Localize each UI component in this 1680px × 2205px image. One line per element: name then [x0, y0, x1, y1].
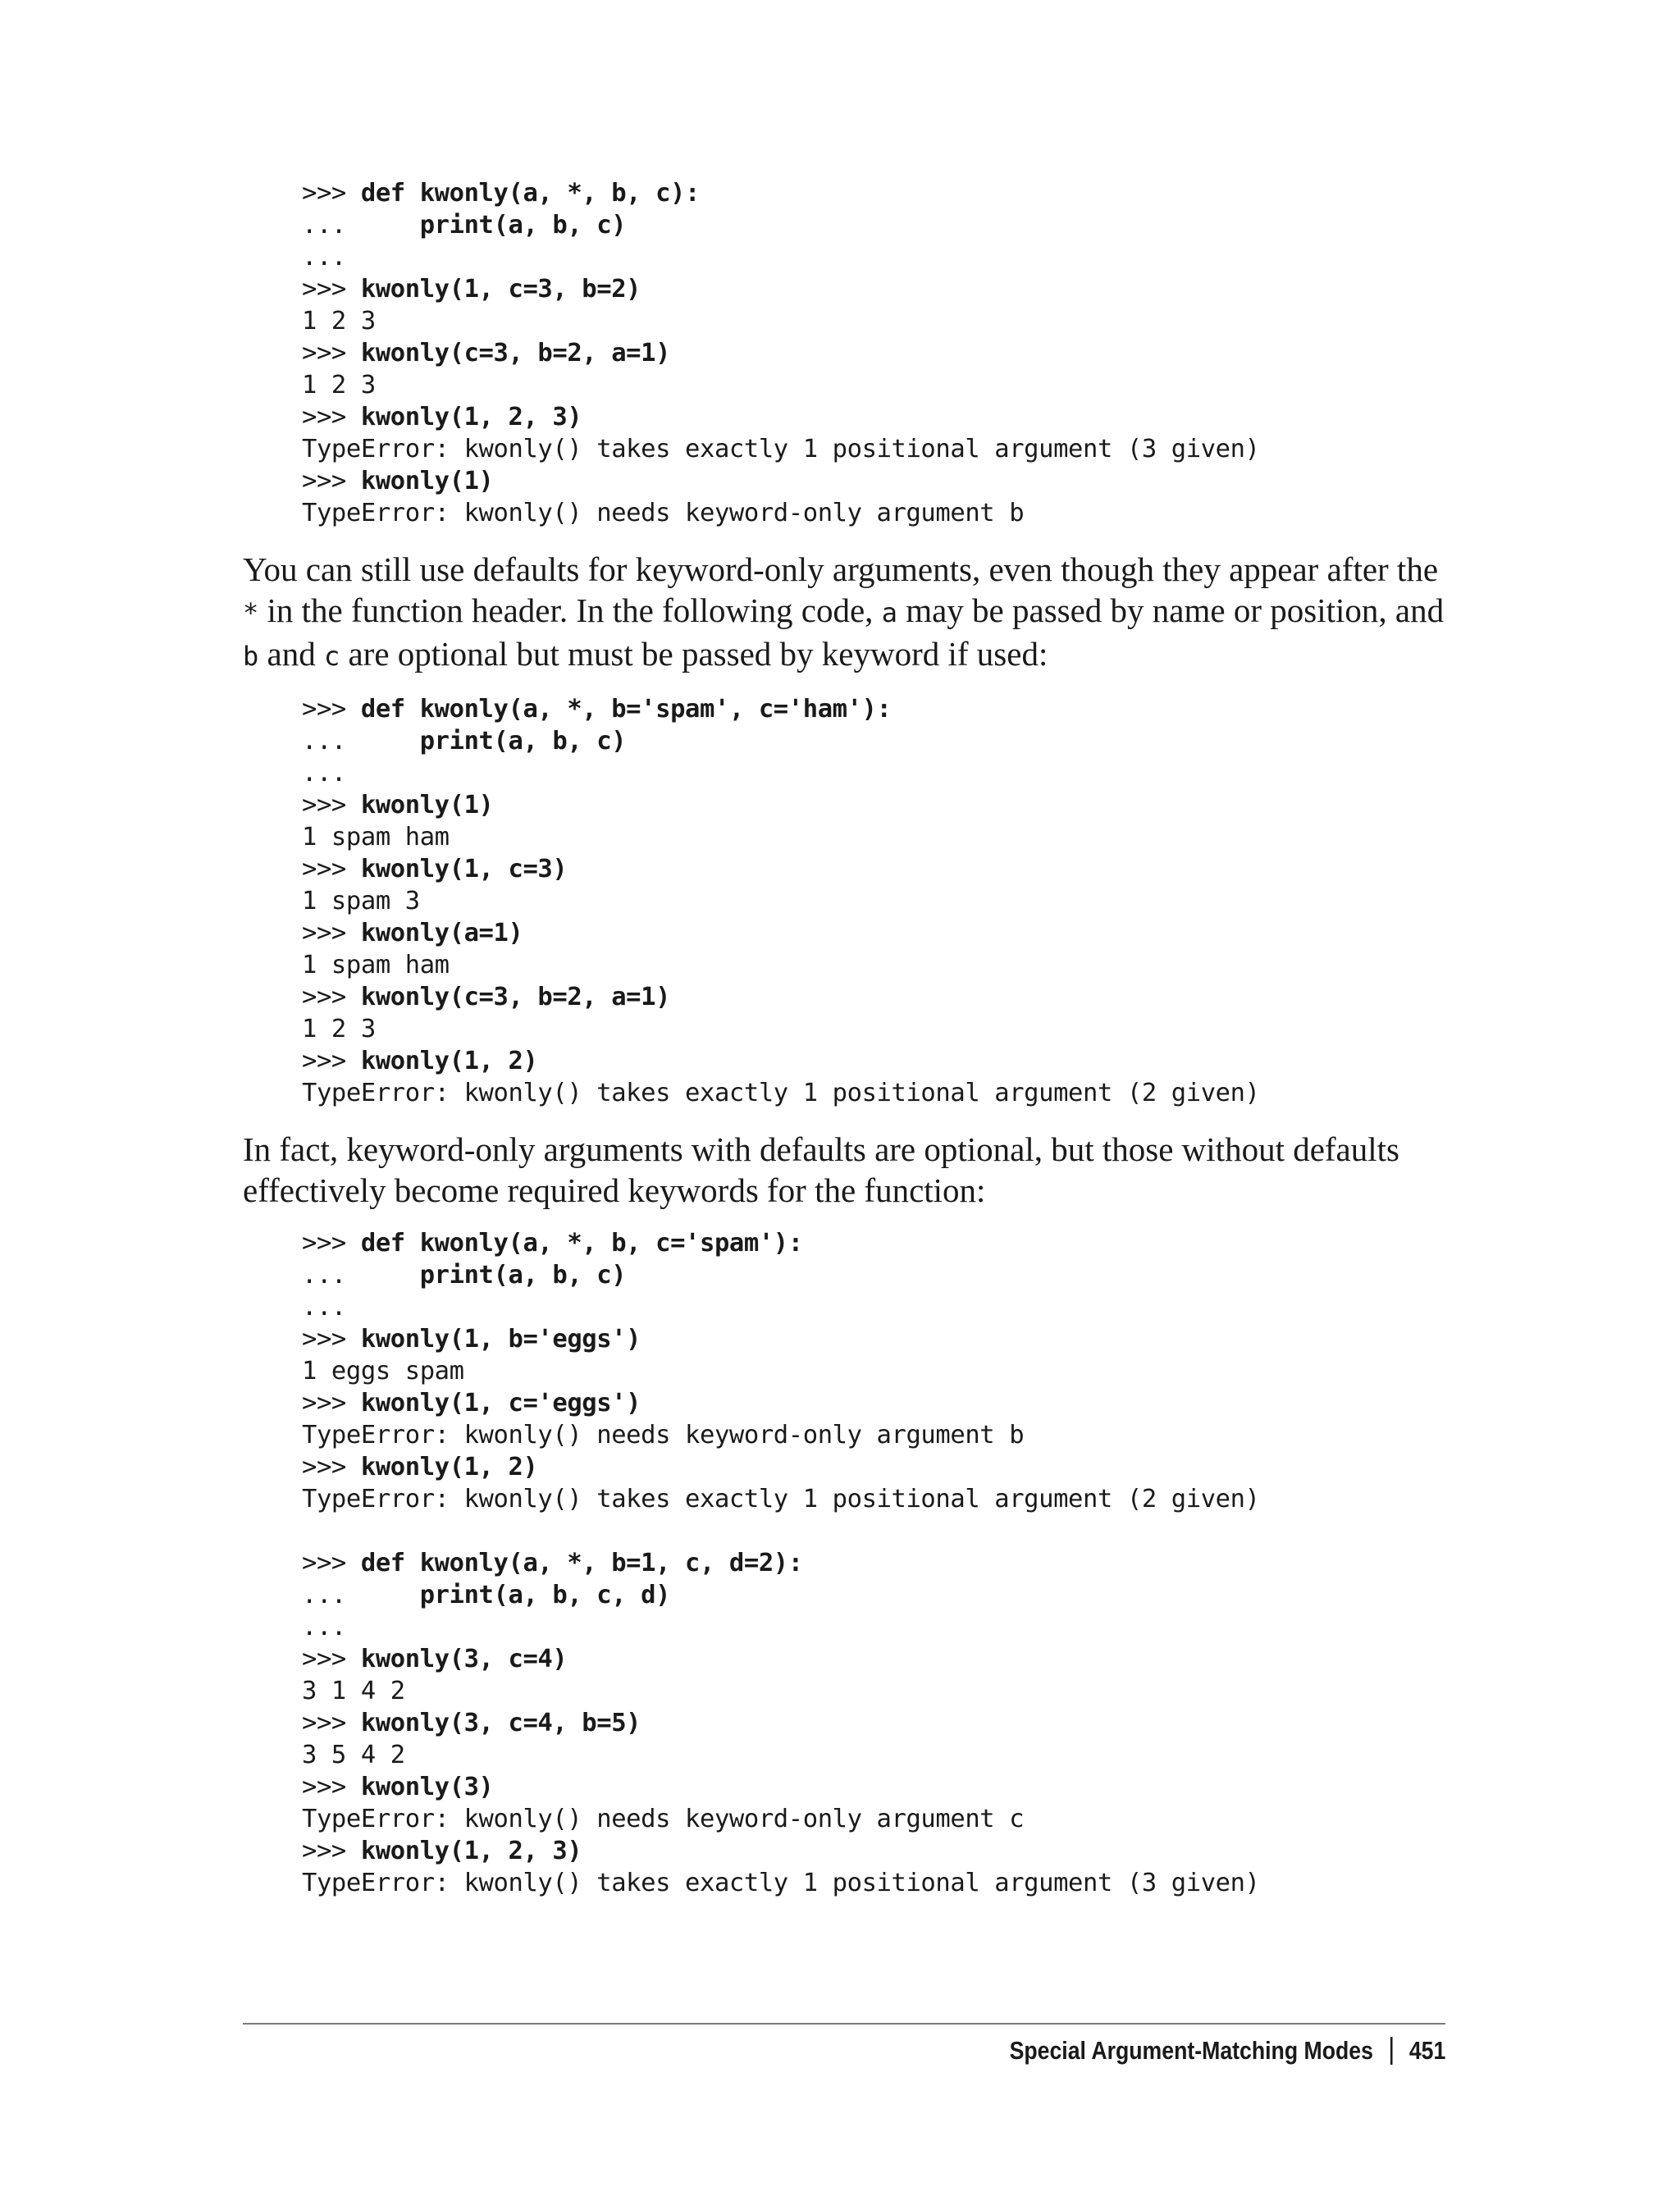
code-line	[302, 1483, 1445, 1515]
code-prompt-or-output: >>>	[302, 855, 361, 883]
code-prompt-or-output: TypeError: kwonly() takes exactly 1 positional argument (3 given)	[302, 1869, 1260, 1897]
code-line	[302, 1259, 1445, 1291]
code-line	[302, 273, 1445, 305]
code-prompt-or-output: 1 eggs spam	[302, 1357, 464, 1386]
code-prompt-or-output: >>>	[302, 1325, 361, 1354]
page-content	[243, 177, 1445, 1899]
code-prompt-or-output: 3 5 4 2	[302, 1741, 405, 1769]
code-prompt-or-output: TypeError: kwonly() takes exactly 1 positional argument (3 given)	[302, 435, 1260, 463]
code-line	[302, 401, 1445, 433]
code-prompt-or-output: ...	[302, 1581, 420, 1609]
page-number: 451	[1408, 2036, 1445, 2065]
code-prompt-or-output: >>>	[302, 983, 361, 1011]
code-prompt-or-output: >>>	[302, 1773, 361, 1801]
inline-code: c	[323, 641, 340, 672]
code-prompt-or-output: >>>	[302, 695, 361, 724]
inline-code: a	[881, 597, 897, 628]
code-line	[302, 1867, 1445, 1899]
code-prompt-or-output: >>>	[302, 339, 361, 368]
code-line	[302, 821, 1445, 853]
para-text: and	[258, 635, 324, 673]
inline-code: *	[243, 597, 259, 628]
code-line	[302, 725, 1445, 757]
code-line	[302, 1835, 1445, 1867]
code-line	[302, 1077, 1445, 1109]
footer-divider	[243, 2023, 1445, 2025]
para-text: in the function header. In the following code,	[258, 591, 882, 629]
para-text: You can still use defaults for keyword-only arguments, even though they appear after the	[243, 550, 1439, 588]
page-footer	[1009, 2036, 1445, 2066]
code-command: print(a, b, c)	[419, 1261, 627, 1290]
code-line	[302, 757, 1445, 789]
code-command: kwonly(1, b='eggs')	[360, 1325, 641, 1354]
code-line	[302, 853, 1445, 885]
code-line	[302, 1355, 1445, 1387]
code-line	[302, 981, 1445, 1013]
code-prompt-or-output: 3 1 4 2	[302, 1677, 405, 1705]
code-command: print(a, b, c)	[419, 211, 627, 240]
code-line	[302, 209, 1445, 241]
code-prompt-or-output: >>>	[302, 1453, 361, 1481]
para-text: are optional but must be passed by keyword if used:	[340, 635, 1048, 673]
code-command: kwonly(1, c='eggs')	[360, 1389, 641, 1418]
code-command: kwonly(1, 2, 3)	[360, 1837, 582, 1865]
code-prompt-or-output: >>>	[302, 1837, 361, 1865]
code-line	[302, 789, 1445, 821]
code-command: kwonly(1, 2)	[360, 1047, 538, 1075]
code-command: kwonly(c=3, b=2, a=1)	[360, 339, 671, 368]
code-command: kwonly(1, 2, 3)	[360, 403, 582, 431]
code-command: def kwonly(a, *, b, c='spam'):	[360, 1229, 803, 1258]
code-prompt-or-output: ...	[302, 1261, 420, 1290]
code-line	[302, 1045, 1445, 1077]
code-prompt-or-output: ...	[302, 759, 346, 788]
code-command: kwonly(1, 2)	[360, 1453, 538, 1481]
code-command: kwonly(a=1)	[360, 919, 523, 947]
code-prompt-or-output: >>>	[302, 179, 361, 208]
paragraph-required-keywords: In fact, keyword-only arguments with defaults are optional, but those without defaults effectively become required keywords for the function:	[243, 1130, 1399, 1209]
code-prompt-or-output: >>>	[302, 1389, 361, 1418]
code-prompt-or-output: TypeError: kwonly() takes exactly 1 positional argument (2 given)	[302, 1079, 1260, 1107]
code-prompt-or-output: ...	[302, 1293, 346, 1322]
code-prompt-or-output: 1 spam ham	[302, 823, 450, 851]
code-command: def kwonly(a, *, b=1, c, d=2):	[360, 1549, 803, 1577]
code-line	[302, 241, 1445, 273]
code-prompt-or-output: >>>	[302, 467, 361, 495]
code-command: kwonly(3, c=4)	[360, 1645, 568, 1673]
code-line	[302, 1227, 1445, 1259]
code-prompt-or-output: ...	[302, 211, 420, 240]
code-line	[302, 1291, 1445, 1323]
code-prompt-or-output: TypeError: kwonly() needs keyword-only argument b	[302, 1421, 1025, 1449]
code-prompt-or-output: >>>	[302, 1047, 361, 1075]
code-command: kwonly(1, c=3, b=2)	[360, 275, 641, 304]
code-command: kwonly(c=3, b=2, a=1)	[360, 983, 671, 1011]
code-block-4	[302, 1547, 1445, 1899]
code-line	[302, 1419, 1445, 1451]
code-command: kwonly(3, c=4, b=5)	[360, 1709, 641, 1737]
code-line	[302, 433, 1445, 465]
code-line	[302, 693, 1445, 725]
code-command: kwonly(1)	[360, 791, 494, 819]
code-line	[302, 1387, 1445, 1419]
code-line	[302, 369, 1445, 401]
code-line	[302, 177, 1445, 209]
code-prompt-or-output: ...	[302, 1613, 346, 1641]
code-line	[302, 1643, 1445, 1675]
para-text: may be passed by name or position, and	[897, 591, 1445, 629]
code-prompt-or-output: 1 2 3	[302, 307, 376, 336]
code-block-2	[302, 693, 1445, 1109]
code-command: kwonly(1)	[360, 467, 494, 495]
code-line	[302, 885, 1445, 917]
inline-code: b	[243, 641, 259, 672]
code-line	[302, 305, 1445, 337]
code-command: def kwonly(a, *, b, c):	[360, 179, 700, 208]
code-line	[302, 1013, 1445, 1045]
code-command: print(a, b, c, d)	[419, 1581, 671, 1609]
code-line	[302, 1675, 1445, 1707]
code-line	[302, 337, 1445, 369]
code-prompt-or-output: 1 2 3	[302, 1015, 376, 1043]
code-command: kwonly(3)	[360, 1773, 494, 1801]
code-line	[302, 949, 1445, 981]
code-line	[302, 1547, 1445, 1579]
paragraph-defaults	[243, 549, 1445, 677]
code-prompt-or-output: ...	[302, 727, 420, 756]
code-prompt-or-output: >>>	[302, 919, 361, 947]
code-line	[302, 1803, 1445, 1835]
code-prompt-or-output: >>>	[302, 1645, 361, 1673]
code-block-3	[302, 1227, 1445, 1515]
footer-separator	[1390, 2037, 1392, 2065]
code-prompt-or-output: >>>	[302, 791, 361, 819]
code-command: kwonly(1, c=3)	[360, 855, 568, 883]
code-line	[302, 1611, 1445, 1643]
code-block-1	[302, 177, 1445, 529]
code-command: def kwonly(a, *, b='spam', c='ham'):	[360, 695, 892, 724]
code-prompt-or-output: ...	[302, 243, 346, 272]
code-prompt-or-output: >>>	[302, 403, 361, 431]
code-prompt-or-output: >>>	[302, 1709, 361, 1737]
code-command: print(a, b, c)	[419, 727, 627, 756]
code-line	[302, 917, 1445, 949]
code-prompt-or-output: 1 spam 3	[302, 887, 420, 915]
code-line	[302, 1451, 1445, 1483]
running-footer-title: Special Argument-Matching Modes	[1009, 2036, 1373, 2065]
code-line	[302, 1707, 1445, 1739]
code-prompt-or-output: TypeError: kwonly() needs keyword-only argument b	[302, 499, 1025, 527]
code-line	[302, 1323, 1445, 1355]
block-spacer	[243, 1515, 1445, 1547]
code-prompt-or-output: 1 spam ham	[302, 951, 450, 979]
code-prompt-or-output: >>>	[302, 275, 361, 304]
code-line	[302, 497, 1445, 529]
code-prompt-or-output: >>>	[302, 1549, 361, 1577]
code-prompt-or-output: >>>	[302, 1229, 361, 1258]
code-line	[302, 1579, 1445, 1611]
code-line	[302, 1739, 1445, 1771]
code-prompt-or-output: TypeError: kwonly() takes exactly 1 positional argument (2 given)	[302, 1485, 1260, 1513]
code-prompt-or-output: TypeError: kwonly() needs keyword-only argument c	[302, 1805, 1025, 1833]
code-prompt-or-output: 1 2 3	[302, 371, 376, 399]
code-line	[302, 1771, 1445, 1803]
code-line	[302, 465, 1445, 497]
